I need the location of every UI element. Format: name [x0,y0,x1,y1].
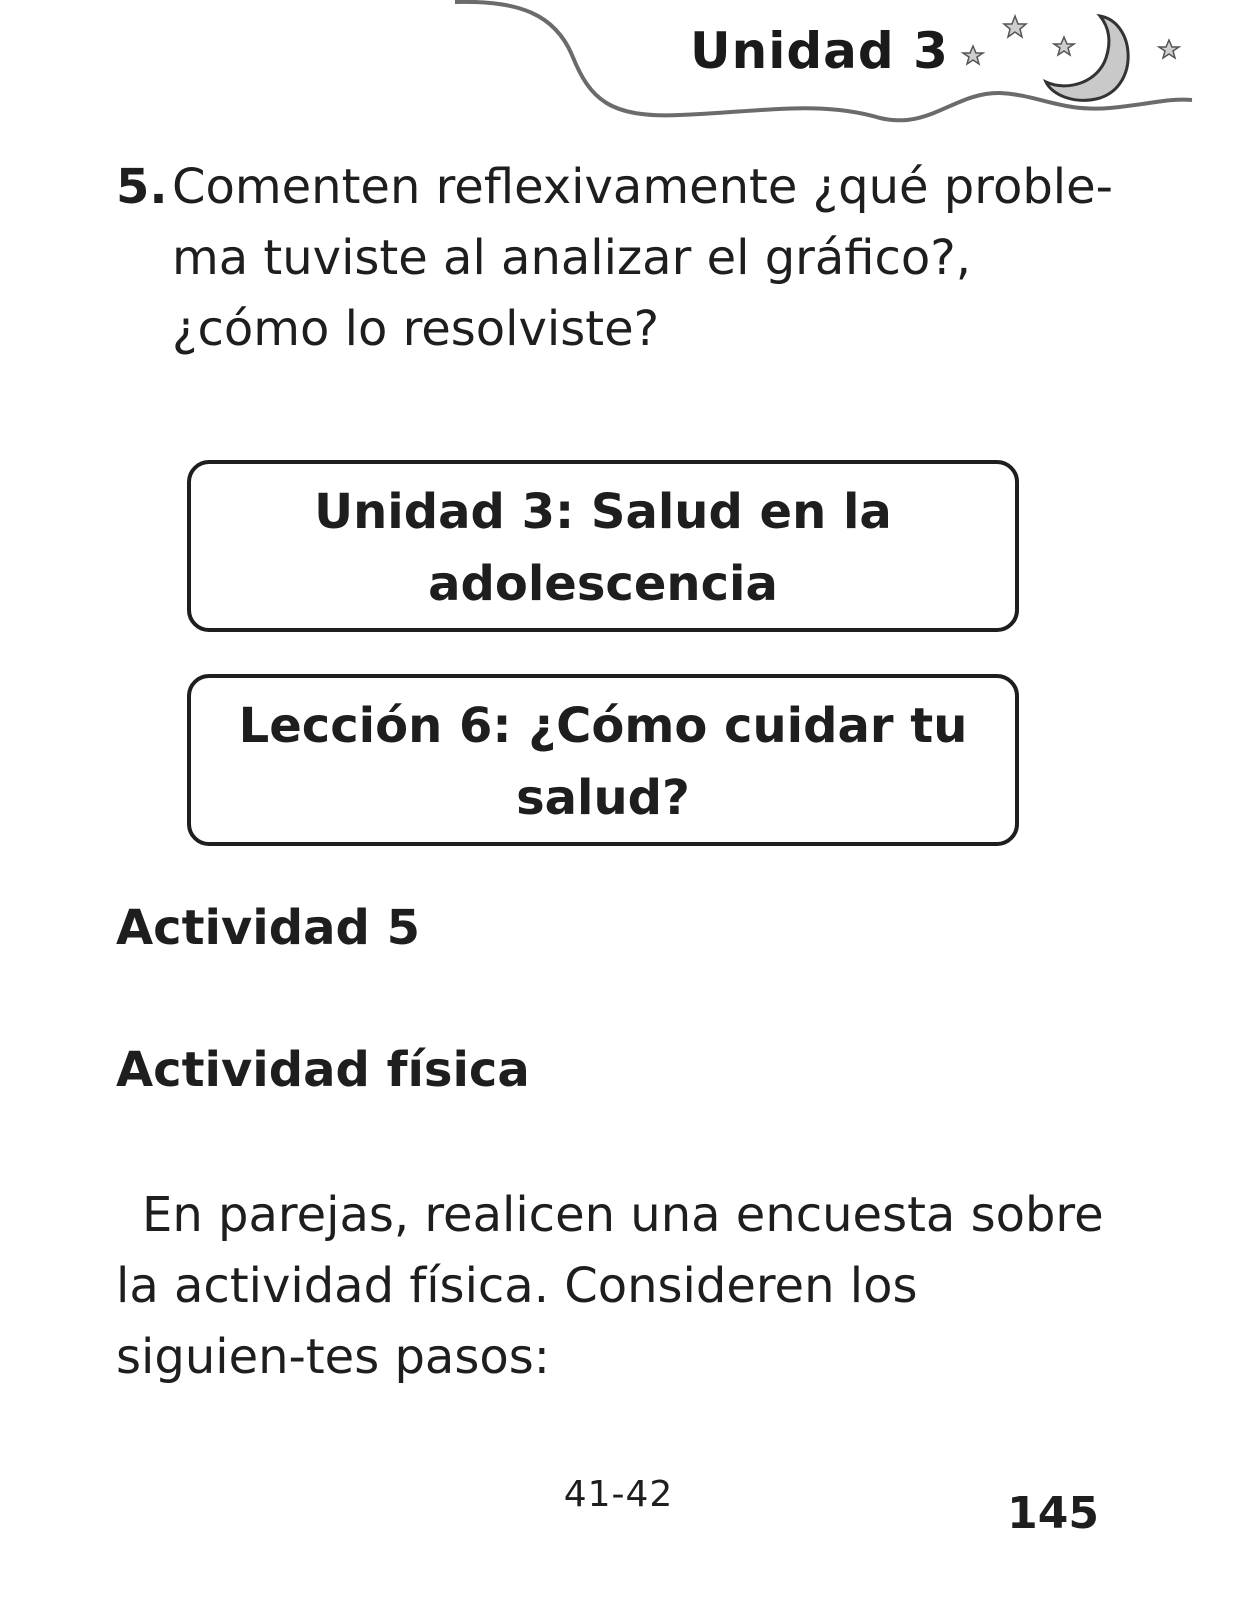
unit-title-box [187,460,1019,632]
activity-label: Actividad 5 [116,900,420,956]
lesson-box-title: Lección 6: ¿Cómo cuidar tu salud? [238,698,968,826]
exercise-item [116,152,1116,365]
moon-icon [1046,16,1128,100]
activity-title: Actividad física [116,1042,530,1098]
lesson-title-box [187,674,1019,846]
page-number: 145 [1007,1488,1099,1539]
star-icon [963,46,983,64]
unit-header-title: Unidad 3 [690,22,949,80]
exercise-text: Comenten reflexivamente ¿qué proble-ma tuviste al analizar el gráfico?, ¿cómo lo resolviste? [172,159,1113,357]
activity-instructions: En parejas, realicen una encuesta sobre la actividad física. Consideren los siguien-tes pasos: [116,1187,1104,1385]
unit-box-title: Unidad 3: Salud en la adolescencia [314,484,892,612]
star-icon [1159,40,1179,58]
header-decoration [0,0,1237,140]
star-icon [1004,16,1026,37]
page-range: 41-42 [563,1474,674,1515]
exercise-number: 5. [116,159,168,215]
star-icon [1054,37,1074,55]
